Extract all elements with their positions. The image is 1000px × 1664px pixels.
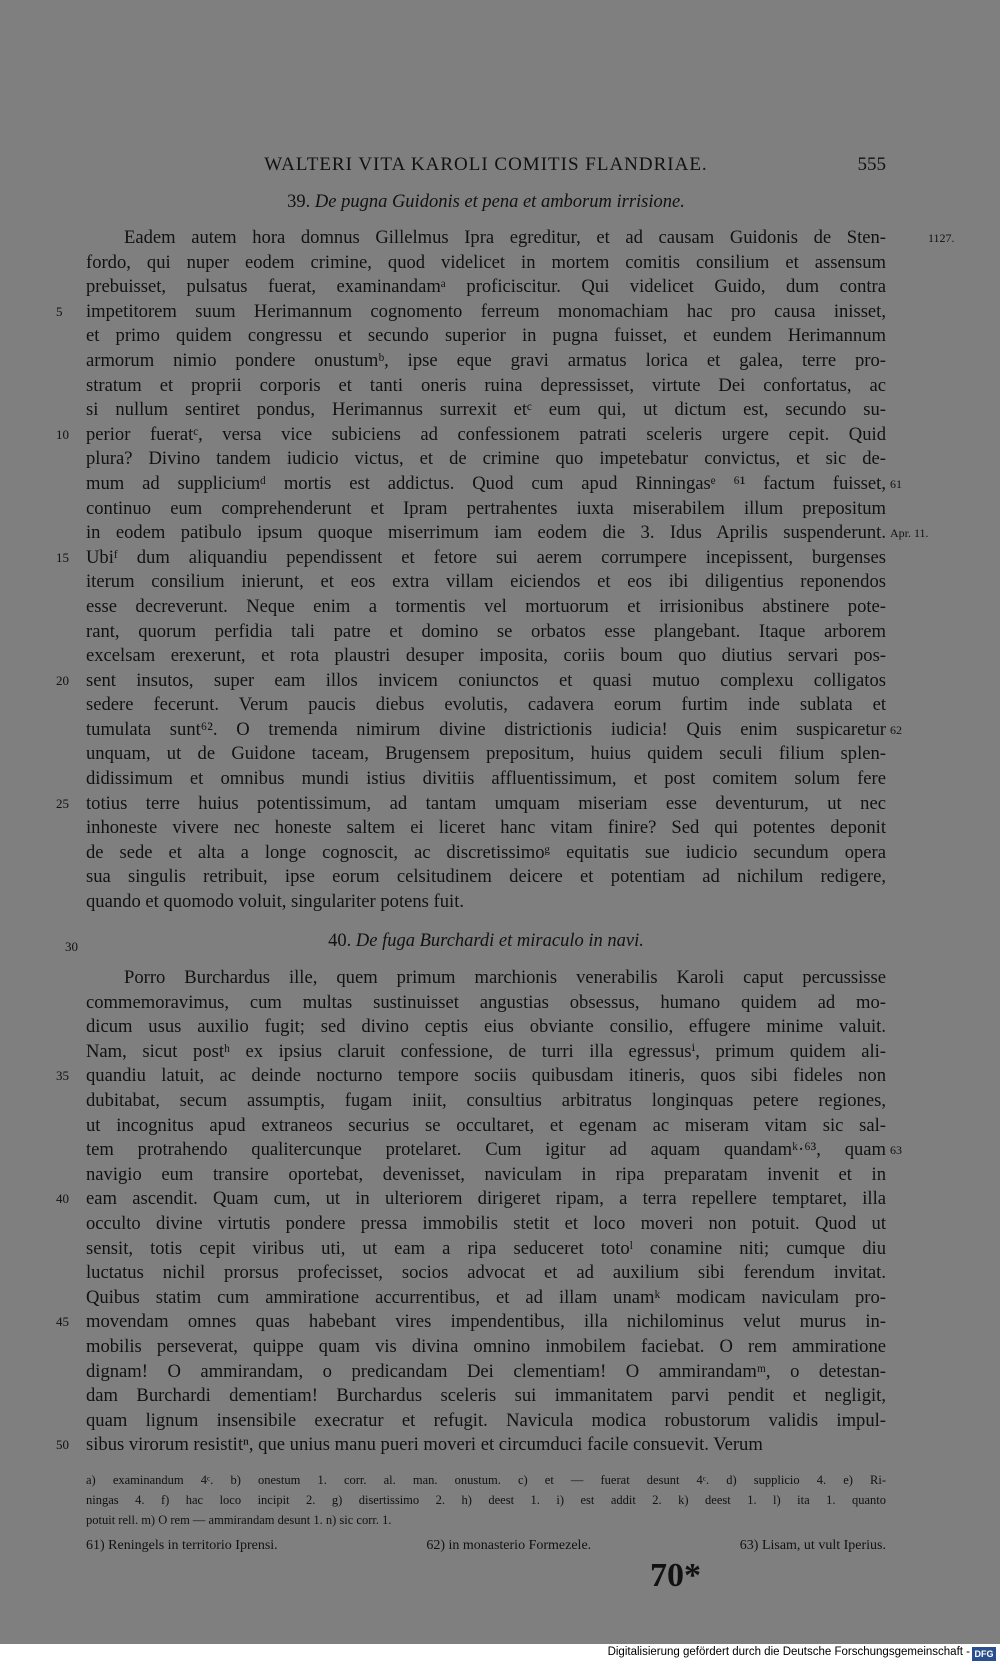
- margin-note: Apr. 11.: [890, 526, 929, 541]
- line-number: 35: [56, 1068, 69, 1084]
- page-number: 555: [857, 154, 886, 175]
- text-line: ut incognitus apud extraneos securius se occultaret, et egenam ac miseram vitam sic sal-: [86, 1114, 886, 1136]
- text-line: Ubiᶠ dum aliquandiu pependissent et fetore sui aerem corrumpere incepissent, burgenses 15: [86, 546, 886, 571]
- line-number: 20: [56, 672, 69, 688]
- section-40-heading: [86, 929, 886, 953]
- text-line: quandiu latuit, ac deinde nocturno tempore sociis quibusdam itineris, quos sibi fideles non 35: [86, 1064, 886, 1089]
- text-line: sua singulis retribuit, ipse eorum celsitudinem deicere et potentiam ad nichilum redigere,: [86, 866, 886, 888]
- text-line: mum ad suppliciumᵈ mortis est addictus. Quod cum apud Rinningasᵉ ⁶¹ factum fuisset, 61: [86, 472, 886, 497]
- text-line: dam Burchardi dementiam! Burchardus sceleris sui immanitatem parvi pendit et negligit,: [86, 1385, 886, 1407]
- text-line: mobilis perseverat, quippe quam vis divina omnino inmobilem faciebat. O rem ammiratione: [86, 1335, 886, 1357]
- text-line: et primo quidem congressu et secundo superior in pugna fuisset, et eundem Herimannum: [86, 325, 886, 347]
- text-line: didissimum et omnibus mundi istius divitiis affluentissimum, et post comitem solum fere: [86, 768, 886, 790]
- text-line: tumulata sunt⁶². O tremenda nimirum divine districtionis iudicia! Quis enim suspicaretur 62: [86, 718, 886, 743]
- text-line: unquam, ut de Guidone taceam, Brugensem prepositum, huius quidem seculi filium splen-: [86, 743, 886, 765]
- text-line: luctatus nichil prorsus profecisset, socios advocat et ad auxilium sibi ferendum invitat.: [86, 1262, 886, 1284]
- text-line: commemoravimus, cum multas sustinuisset angustias obsessus, humano quidem ad mo-: [86, 991, 886, 1013]
- footnote-line: ningas 4. f) hac loco incipit 2. g) disertissimo 2. h) deest 1. i) est addit 2. k) deest 1. l) ita 1. quanto: [86, 1493, 886, 1507]
- line-number: 25: [56, 795, 69, 811]
- text-line: sedere fecerunt. Verum paucis diebus evolutis, cadavera eorum furtim inde sublata et: [86, 694, 886, 716]
- text-line: dicum usus auxilio fugit; sed divino ceptis eius obviante consilio, effugere minime valuit.: [86, 1016, 886, 1038]
- text-line: inhoneste vivere nec honeste saltem ei liceret hanc vitam finire? Sed qui potentes deponit: [86, 817, 886, 839]
- text-line: fordo, qui nuper eodem crimine, quod videlicet in mortem comitis consilium et assensum: [86, 251, 886, 273]
- text-line: in eodem patibulo ipsum quoque miserrimum iam eodem die 3. Idus Aprilis suspenderunt. Apr. 11.: [86, 521, 886, 546]
- section-39-title: De pugna Guidonis et pena et amborum irrisione.: [314, 192, 685, 212]
- text-line: Porro Burchardus ille, quem primum marchionis venerabilis Karoli caput percussisse: [124, 967, 886, 988]
- line-number: 50: [56, 1437, 69, 1453]
- note-62: 62) in monasterio Formezele.: [426, 1538, 592, 1553]
- text-line: prebuisset, pulsatus fuerat, examinandamᵃ proficiscitur. Qui videlicet Guido, dum contra: [86, 276, 886, 298]
- text-line: esse decreverunt. Neque enim a tormentis vel mortuorum et irrisionibus abstinere pote-: [86, 595, 886, 617]
- text-line: Quibus statim cum ammiratione accurrentibus, et ad illam unamᵏ modicam naviculam pro-: [86, 1286, 886, 1308]
- line-number: 40: [56, 1191, 69, 1207]
- text-line: quando et quomodo voluit, singulariter potens fuit.: [86, 891, 465, 913]
- footnote-line: a) examinandum 4ᶜ. b) onestum 1. corr. al. man. onustum. c) et — fuerat desunt 4ᶜ. d) supplicio 4. e) Ri-: [86, 1473, 886, 1487]
- text-line: sensit, totis cepit viribus uti, ut eam a ripa seduceret totoˡ conamine niti; cumque diu: [86, 1237, 886, 1259]
- note-63: 63) Lisam, ut vult Iperius.: [739, 1538, 886, 1553]
- text-line: eam ascendit. Quam cum, ut in ulteriorem dirigeret ripam, a terra repellere temptaret, illa 40: [86, 1187, 886, 1212]
- text-line: stratum et proprii corporis et tanti oneris ruina depressisset, virtute Dei confortatus, ac: [86, 374, 886, 396]
- text-line: sibus virorum resistitⁿ, que unius manu pueri moveri et circumduci facile consuevit. Verum 50: [86, 1433, 886, 1458]
- text-line: occulto divine virtutis pondere pressa immobilis stetit et loco moveri non potuit. Quod ut: [86, 1212, 886, 1234]
- text-line: iterum consilium inierunt, et eos extra villam eiciendos et eos ibi diligentius reponendos: [86, 571, 886, 593]
- footnotes: [86, 1470, 886, 1530]
- line-number: 5: [56, 303, 63, 319]
- running-head: [86, 154, 886, 178]
- dfg-logo[interactable]: DFG: [972, 1647, 996, 1661]
- running-title: WALTERI VITA KAROLI COMITIS FLANDRIAE.: [264, 154, 708, 175]
- text-line: perior fueratᶜ, versa vice subiciens ad confessionem patrati sceleris urgere cepit. Quid 10: [86, 423, 886, 448]
- text-line: dignam! O ammirandam, o predicandam Dei clementiam! O ammirandamᵐ, o detestan-: [86, 1360, 886, 1382]
- funding-credit[interactable]: Digitalisierung gefördert durch die Deutsche Forschungsgemeinschaft -: [607, 1646, 970, 1658]
- text-line: plura? Divino tandem iudicio victus, et de crimine quo impetebatur convictus, et sic de-: [86, 448, 886, 470]
- text-line: impetitorem suum Herimannum cognomento ferreum monomachiam hac pro causa inisset, 5: [86, 300, 886, 325]
- margin-note: 1127.: [928, 231, 955, 245]
- text-line: armorum nimio pondere onustumᵇ, ipse eque gravi armatus lorica et galea, terre pro-: [86, 349, 886, 371]
- note-61: 61) Reningels in territorio Iprensi.: [86, 1538, 278, 1553]
- text-line: quam lignum insensibile execratur et refugit. Navicula modica robustorum validis impul-: [86, 1409, 886, 1431]
- line-number: 10: [56, 426, 69, 442]
- footnote-line: potuit rell. m) O rem — ammirandam desunt 1. n) sic corr. 1.: [86, 1513, 392, 1527]
- section-40-body: [56, 966, 902, 1458]
- text-line: movendam omnes quas habebant vires impendentibus, illa nichilominus velut murus in- 45: [86, 1310, 886, 1335]
- text-line: sent insutos, super eam illos invicem coniunctos et quasi mutuo complexu colligatos 20: [86, 669, 886, 694]
- section-40-title: De fuga Burchardi et miraculo in navi.: [355, 931, 644, 951]
- text-line: navigio eum transire oportebat, devenisset, naviculam in ripa preparatam invenit et in: [86, 1163, 886, 1185]
- text-line: si nullum sentiret pondus, Herimannus surrexit etᶜ eum qui, ut dictum est, secundo su-: [86, 399, 886, 421]
- line-number-30: 30: [65, 939, 78, 954]
- section-39-body: [56, 226, 955, 915]
- text-line: de sede et alta a longe cognoscit, ac discretissimoᵍ equitatis sue iudicio secundum opera: [86, 841, 886, 863]
- section-39-heading: [86, 190, 886, 214]
- margin-note: 61: [890, 476, 902, 491]
- text-line: continuo eum comprehenderunt et Ipram pertrahentes iuxta miserabilem illum prepositum: [86, 497, 886, 519]
- section-40-number: 40.: [328, 931, 352, 951]
- margin-note: 62: [890, 722, 902, 737]
- text-line: totius terre huius potentissimum, ad tantam umquam miseriam esse deventurum, ut nec 25: [86, 792, 886, 817]
- section-39-number: 39.: [287, 192, 311, 212]
- text-line: Nam, sicut postʰ ex ipsius claruit confessione, de turri illa egressusⁱ, primum quidem ali-: [86, 1040, 886, 1062]
- text-line: Eadem autem hora domnus Gillelmus Ipra egreditur, et ad causam Guidonis de Sten- 1127.: [86, 226, 886, 251]
- text-line: tem protrahendo qualitercunque protelaret. Cum igitur ad aquam quandamᵏ·⁶³, quam 63: [86, 1138, 886, 1163]
- historical-notes: [86, 1538, 886, 1554]
- line-number: 15: [56, 549, 69, 565]
- sheet-signature: 70*: [650, 1557, 701, 1594]
- line-number: 45: [56, 1314, 69, 1330]
- text-line: rant, quorum perfidia tali patre et domino se orbatos esse plangebant. Itaque arborem: [86, 620, 886, 642]
- margin-note: 63: [890, 1143, 902, 1158]
- text-line: dubitabat, secum assumptis, fugam iniit, consultius arbitratus longinquas petere regiones,: [86, 1089, 886, 1111]
- text-line: excelsam erexerunt, et rota plaustri desuper imposita, coriis boum quo diutius servari pos-: [86, 645, 886, 667]
